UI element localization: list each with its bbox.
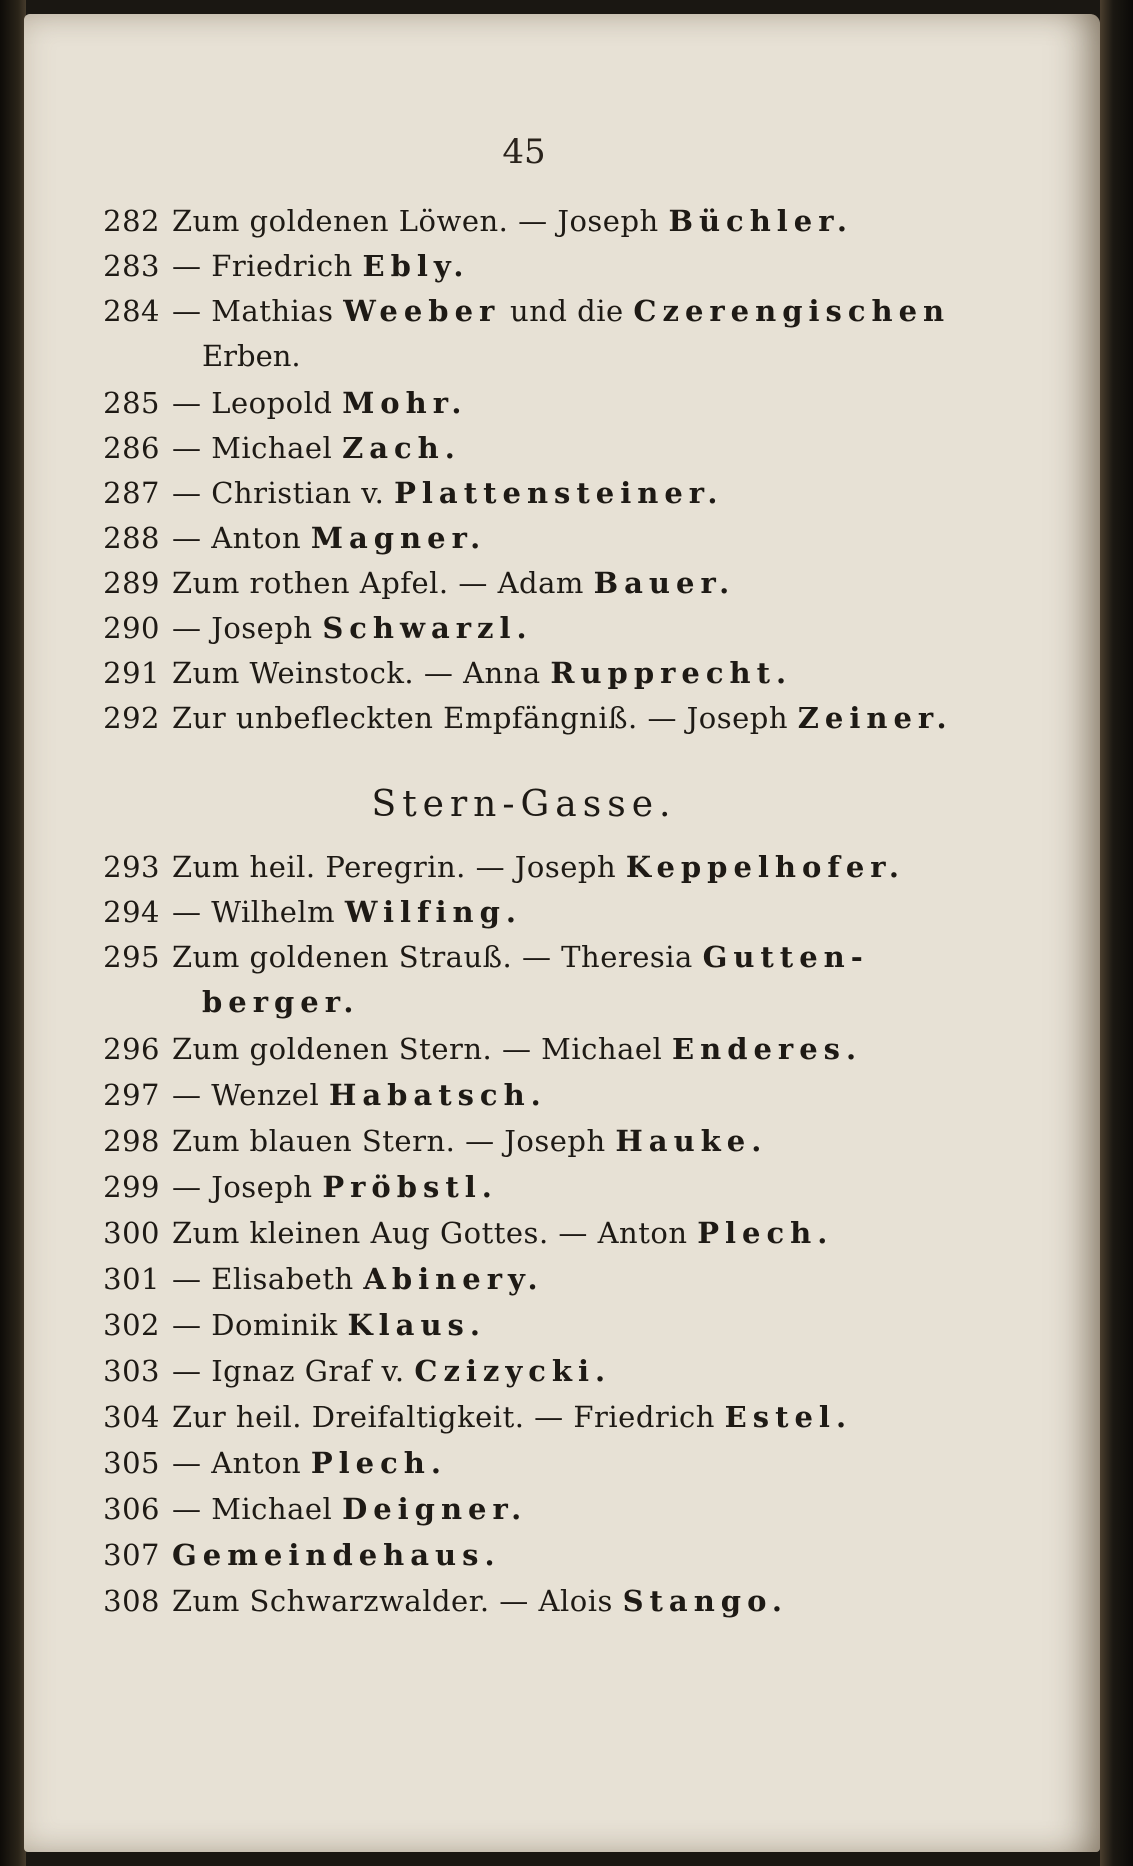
entry-289 (94, 566, 735, 600)
entry-number: 291 (103, 656, 160, 690)
entry-text: — Mathias (172, 294, 334, 328)
entry-number: 299 (103, 1170, 160, 1204)
entry-298 (94, 1124, 767, 1158)
entry-name: Gemeindehaus. (172, 1538, 501, 1572)
entry-text: — Friedrich (172, 249, 353, 283)
entry-290 (94, 611, 533, 645)
section-heading: Stern-Gasse. (371, 784, 677, 825)
entry-number: 305 (103, 1446, 160, 1480)
entry-name: Büchler. (668, 204, 853, 238)
page-number: 45 (502, 132, 546, 172)
entry-294 (94, 895, 522, 929)
entry-name: Bauer. (593, 566, 736, 600)
entry-number: 283 (103, 249, 160, 283)
entry-text: — Joseph (172, 1170, 313, 1204)
entry-303 (94, 1354, 611, 1388)
entry-name: Schwarzl. (322, 611, 533, 645)
entry-283 (94, 249, 470, 283)
entry-name: Pröbstl. (322, 1170, 498, 1204)
entry-301 (94, 1262, 544, 1296)
entry-text: Zum goldenen Stern. — Michael (172, 1032, 663, 1066)
entry-293 (94, 850, 905, 884)
entry-number: 286 (103, 431, 160, 465)
entry-text: Zum rothen Apfel. — Adam (172, 566, 584, 600)
entry-name: Plech. (310, 1446, 447, 1480)
entry-305 (94, 1446, 447, 1480)
entry-text: Zum goldenen Strauß. — Theresia (172, 940, 693, 974)
entry-name-2: Czerengischen (633, 294, 951, 328)
entry-name: Rupprecht. (550, 656, 793, 690)
entry-296 (94, 1032, 862, 1066)
entry-text: Zur heil. Dreifaltigkeit. — Friedrich (172, 1400, 715, 1434)
entry-name: Plech. (697, 1216, 834, 1250)
entry-number: 282 (103, 204, 160, 238)
entry-number: 294 (103, 895, 160, 929)
entry-295 (94, 940, 869, 974)
entry-text-after: und die (510, 294, 624, 328)
entry-text: — Wenzel (172, 1078, 320, 1112)
entry-name: Klaus. (347, 1308, 486, 1342)
entry-text: — Elisabeth (172, 1262, 354, 1296)
entry-number: 295 (103, 940, 160, 974)
entry-287 (94, 476, 724, 510)
entry-292 (94, 701, 953, 735)
entry-number: 293 (103, 850, 160, 884)
entry-text: — Michael (172, 1492, 333, 1526)
entry-number: 298 (103, 1124, 160, 1158)
entry-284 (94, 294, 950, 328)
entry-text: Zum blauen Stern. — Joseph (172, 1124, 606, 1158)
entry-name: Ebly. (362, 249, 470, 283)
book-page (24, 14, 1100, 1852)
entry-number: 303 (103, 1354, 160, 1388)
entry-number: 296 (103, 1032, 160, 1066)
entry-text: Zum Weinstock. — Anna (172, 656, 541, 690)
entry-number: 308 (103, 1584, 160, 1618)
entry-name: Gutten- (702, 940, 869, 974)
entry-text: — Anton (172, 1446, 302, 1480)
entry-number: 287 (103, 476, 160, 510)
entry-text: — Ignaz Graf v. (172, 1354, 405, 1388)
entry-name: Habatsch. (328, 1078, 547, 1112)
entry-285 (94, 386, 467, 420)
entry-name: Keppelhofer. (625, 850, 905, 884)
entry-text: Zum kleinen Aug Gottes. — Anton (172, 1216, 688, 1250)
entry-text: — Michael (172, 431, 333, 465)
entry-name: Mohr. (342, 386, 468, 420)
entry-number: 304 (103, 1400, 160, 1434)
entry-text: — Wilhelm (172, 895, 336, 929)
entry-name: Wilfing. (344, 895, 522, 929)
entry-name-continuation: berger. (202, 985, 360, 1019)
entry-number: 292 (103, 701, 160, 735)
entry-name: Enderes. (672, 1032, 863, 1066)
entry-text: Zur unbefleckten Empfängniß. — Joseph (172, 701, 789, 735)
entry-name: Hauke. (615, 1124, 768, 1158)
entry-304 (94, 1400, 852, 1434)
entry-text: — Dominik (172, 1308, 338, 1342)
entry-name: Magner. (310, 521, 487, 555)
entry-295-continuation (202, 985, 359, 1019)
entry-299 (94, 1170, 498, 1204)
entry-282 (94, 204, 853, 238)
entry-284-continuation: Erben. (202, 339, 301, 373)
entry-291 (94, 656, 792, 690)
entry-name: Plattensteiner. (394, 476, 724, 510)
entry-text: — Christian v. (172, 476, 385, 510)
entry-number: 290 (103, 611, 160, 645)
entry-text: Zum heil. Peregrin. — Joseph (172, 850, 617, 884)
entry-297 (94, 1078, 547, 1112)
book-edge (1100, 0, 1133, 1866)
entry-text: — Anton (172, 521, 302, 555)
entry-number: 285 (103, 386, 160, 420)
entry-307 (94, 1538, 501, 1572)
entry-number: 307 (103, 1538, 160, 1572)
entry-name: Estel. (724, 1400, 853, 1434)
entry-name: Deigner. (342, 1492, 528, 1526)
entry-text: Zum goldenen Löwen. — Joseph (172, 204, 659, 238)
entry-name: Weeber (343, 294, 501, 328)
entry-number: 284 (103, 294, 160, 328)
entry-number: 289 (103, 566, 160, 600)
entry-number: 288 (103, 521, 160, 555)
book-spine (0, 0, 26, 1866)
entry-308 (94, 1584, 788, 1618)
entry-name: Stango. (622, 1584, 789, 1618)
entry-number: 297 (103, 1078, 160, 1112)
entry-name: Abinery. (363, 1262, 544, 1296)
entry-number: 301 (103, 1262, 160, 1296)
entry-name: Zach. (342, 431, 461, 465)
entry-text: Zum Schwarzwalder. — Alois (172, 1584, 613, 1618)
entry-302 (94, 1308, 486, 1342)
entry-number: 302 (103, 1308, 160, 1342)
entry-name: Czizycki. (414, 1354, 612, 1388)
entry-300 (94, 1216, 833, 1250)
entry-text: — Leopold (172, 386, 333, 420)
entry-288 (94, 521, 486, 555)
entry-name: Zeiner. (797, 701, 953, 735)
entry-number: 300 (103, 1216, 160, 1250)
entry-306 (94, 1492, 527, 1526)
entry-286 (94, 431, 461, 465)
entry-number: 306 (103, 1492, 160, 1526)
entry-text: — Joseph (172, 611, 313, 645)
